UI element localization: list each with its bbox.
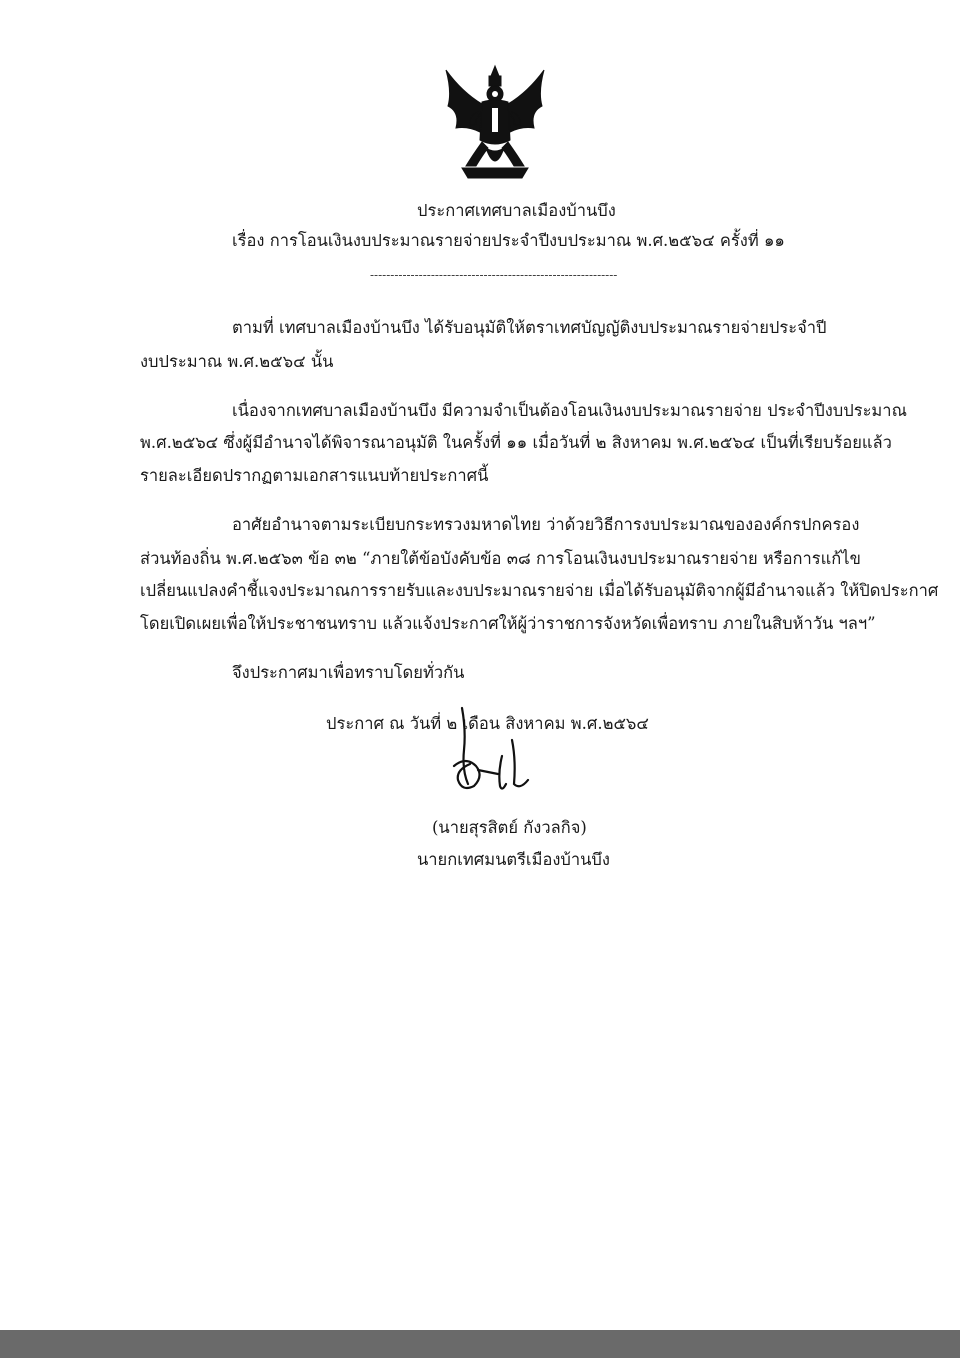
announcement-date: ประกาศ ณ วันที่ ๒ เดือน สิงหาคม พ.ศ.๒๕๖๔ <box>326 714 649 733</box>
scan-bottom-edge <box>0 1330 960 1358</box>
paragraph-1-line-1: ตามที่ เทศบาลเมืองบ้านบึง ได้รับอนุมัติให้ตราเทศบัญญัติงบประมาณรายจ่ายประจำปี <box>232 318 827 337</box>
paragraph-2-line-1: เนื่องจากเทศบาลเมืองบ้านบึง มีความจำเป็นต้องโอนเงินงบประมาณรายจ่าย ประจำปีงบประมาณ <box>232 401 907 420</box>
paragraph-3-line-1: อาศัยอำนาจตามระเบียบกระทรวงมหาดไทย ว่าด้วยวิธีการงบประมาณขององค์กรปกครอง <box>232 515 860 534</box>
paragraph-2-line-2: พ.ศ.๒๕๖๔ ซึ่งผู้มีอำนาจได้พิจารณาอนุมัติ ในครั้งที่ ๑๑ เมื่อวันที่ ๒ สิงหาคม พ.ศ.๒๕๖๔ เป็นที่เรียบร้อยแล้ว <box>140 433 892 452</box>
handwritten-signature <box>440 700 550 810</box>
paragraph-3-line-3: เปลี่ยนแปลงคำชี้แจงประมาณการรายรับและงบประมาณรายจ่าย เมื่อได้รับอนุมัติจากผู้มีอำนาจแล้ว ให้ปิดประกาศ <box>140 581 939 600</box>
closing-statement: จึงประกาศมาเพื่อทราบโดยทั่วกัน <box>232 663 465 682</box>
signer-title: นายกเทศมนตรีเมืองบ้านบึง <box>417 850 610 869</box>
divider-line: ------------------------------------------------------------- <box>370 268 618 282</box>
paragraph-3-line-2: ส่วนท้องถิ่น พ.ศ.๒๕๖๓ ข้อ ๓๒ “ภายใต้ข้อบังคับข้อ ๓๘ การโอนเงินงบประมาณรายจ่าย หรือการแก้ไข <box>140 549 861 568</box>
document-subject: เรื่อง การโอนเงินงบประมาณรายจ่ายประจำปีงบประมาณ พ.ศ.๒๕๖๔ ครั้งที่ ๑๑ <box>232 231 785 250</box>
signer-name: (นายสุรสิตย์ กังวลกิจ) <box>432 818 587 837</box>
garuda-emblem-icon <box>442 62 548 184</box>
paragraph-2-line-3: รายละเอียดปรากฏตามเอกสารแนบท้ายประกาศนี้ <box>140 466 489 485</box>
paragraph-3-line-4: โดยเปิดเผยเพื่อให้ประชาชนทราบ แล้วแจ้งประกาศให้ผู้ว่าราชการจังหวัดเพื่อทราบ ภายในสิบห้าวัน ฯลฯ” <box>140 614 876 633</box>
paragraph-1-line-2: งบประมาณ พ.ศ.๒๕๖๔ นั้น <box>140 352 334 371</box>
document-title: ประกาศเทศบาลเมืองบ้านบึง <box>417 201 616 220</box>
